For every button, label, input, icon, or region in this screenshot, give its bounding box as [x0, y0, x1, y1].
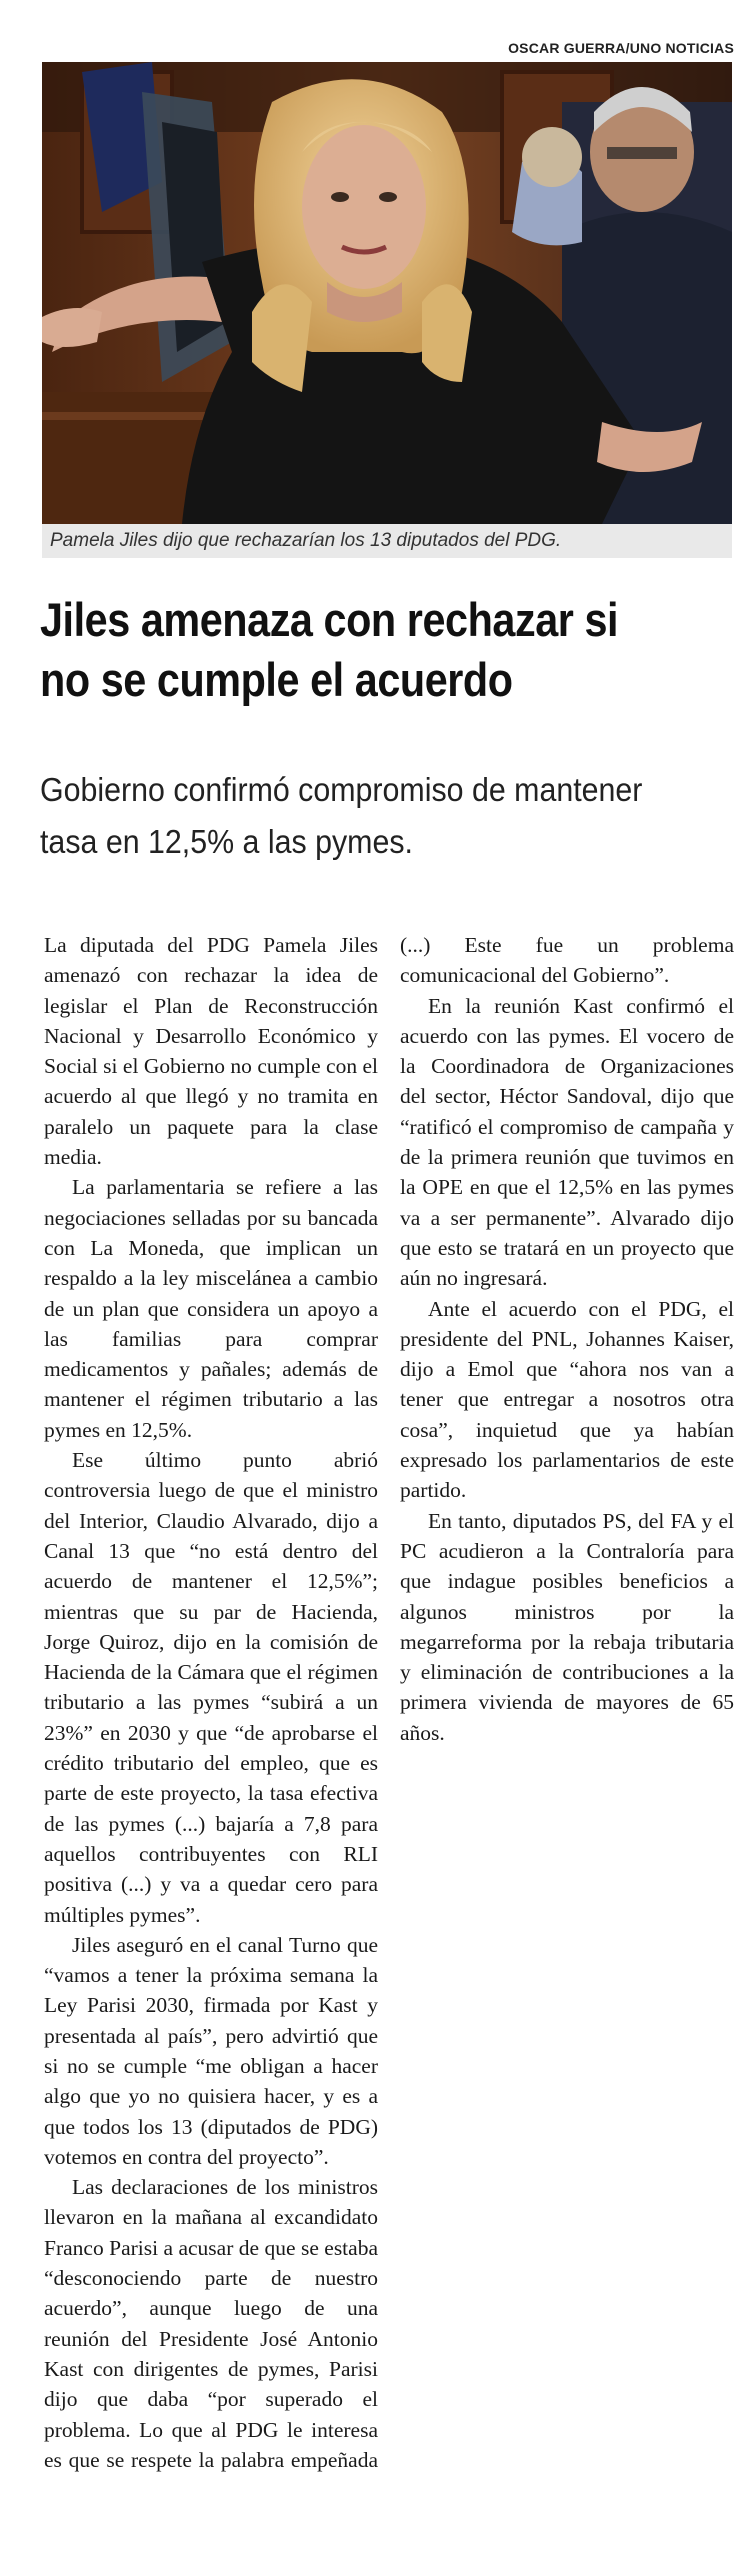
article-body	[44, 930, 734, 2510]
body-paragraph: La parlamentaria se refiere a las negociaciones selladas por su bancada con La Moneda, que implican un respaldo a la ley miscelánea a cambio de un plan que considera un apoyo a las familias para comprar medicamentos y pañales; además de mantener el régimen tributario a las pymes en 12,5%.	[44, 1175, 378, 1442]
body-paragraph: Jiles aseguró en el canal Turno que “vamos a tener la próxima semana la Ley Parisi 2030, firmada por Kast y presentada al país”, pero advirtió que si no se cumple “me obligan a hacer algo que yo no quisiera hacer, y es a que todos los 13 (diputados de PDG) votemos en contra del proyecto”.	[44, 1932, 378, 2169]
page-header-strip	[0, 0, 756, 10]
body-paragraph: En tanto, diputados PS, del FA y el PC acudieron a la Contraloría para que indague posibles beneficios a algunos ministros por la megarreforma por la rebaja tributaria y eliminación de contribuciones a la primera vivienda de mayores de 65 años.	[400, 1508, 734, 1745]
article-headline: Jiles amenaza con rechazar si no se cumple el acuerdo	[40, 593, 619, 706]
photo-credit: OSCAR GUERRA/UNO NOTICIAS	[508, 40, 734, 56]
body-paragraph: En la reunión Kast confirmó el acuerdo con las pymes. El vocero de la Coordinadora de Organizaciones del sector, Héctor Sandoval, dijo que “ratificó el compromiso de campaña y de la primera reunión que tuvimos en la OPE en que el 12,5% en las pymes va a ser permanente”. Alvarado dijo que esto se tratará en un proyecto que aún no ingresará.	[400, 993, 734, 1291]
body-paragraph: Las declaraciones de los ministros llevaron en la mañana al excandidato Franco Parisi a acusar de que se estaba “desconociendo parte de nuestro acuerdo”, aunque luego de una reunión del Presidente José Antonio Kast con dirigentes de pymes, Parisi dijo que daba “por superado el problema. Lo que al PDG le interesa es que se respete la palabra empeñada (...) Este fue un problema comunicacional del Gobierno”.	[44, 933, 734, 2472]
photo-caption: Pamela Jiles dijo que rechazarían los 13 diputados del PDG.	[42, 524, 732, 558]
article-subheadline: Gobierno confirmó compromiso de mantener tasa en 12,5% a las pymes.	[40, 771, 643, 860]
article-photo	[42, 62, 732, 524]
body-paragraph: Ante el acuerdo con el PDG, el presidente del PNL, Johannes Kaiser, dijo a Emol que “ahora nos van a tener que entregar a nosotros otra cosa”, inquietud que ya habían expresado los parlamentarios de este partido.	[400, 1296, 734, 1503]
body-paragraph: Ese último punto abrió controversia luego de que el ministro del Interior, Claudio Alvarado, dijo a Canal 13 que “no está dentro del acuerdo de mantener el 12,5%”; mientras que su par de Hacienda, Jorge Quiroz, dijo en la comisión de Hacienda de la Cámara que el régimen tributario a las pymes “subirá a un 23%” en 2030 y que “de aprobarse el crédito tributario del empleo, que es parte de este proyecto, la tasa efectiva de las pymes (...) bajaría a 7,8 para aquellos contribuyentes con RLI positiva (...) y va a quedar cero para múltiples pymes”.	[44, 1448, 378, 1927]
body-paragraph: La diputada del PDG Pamela Jiles amenazó con rechazar la idea de legislar el Plan de Reconstrucción Nacional y Desarrollo Económico y Social si el Gobierno no cumple con el acuerdo al que llegó y no tramita en paralelo un paquete para la clase media.	[44, 933, 378, 1170]
